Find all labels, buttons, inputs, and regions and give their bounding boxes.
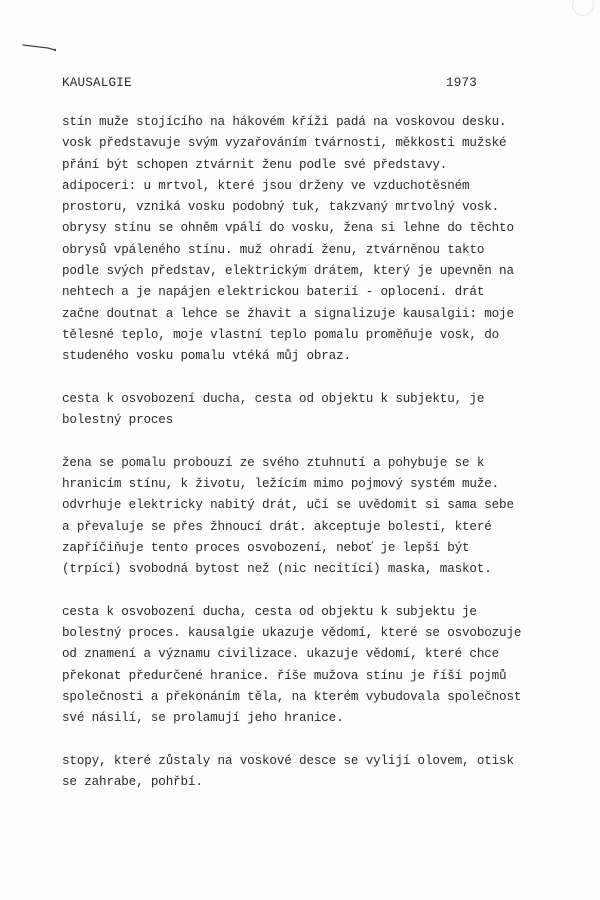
paragraph [62,751,582,794]
page-corner-mark [572,0,594,16]
text-line: tělesné teplo, moje vlastní teplo pomalu proměňuje vosk, do [62,327,500,342]
document-title: KAUSALGIE [62,76,132,90]
text-line: studeného vosku pomalu vtéká můj obraz. [62,349,351,364]
text-line: prostoru, vzniká vosku podobný tuk, takzvaný mrtvolný vosk. [62,200,500,215]
paragraph [62,389,582,432]
text-line: začne doutnat a lehce se žhavit a signalizuje kausalgii: moje [62,306,514,321]
text-line: bolestný proces. kausalgie ukazuje vědomí, které se osvobozuje [62,626,522,641]
text-line: odvrhuje elektricky nabitý drát, učí se uvědomit si sama sebe [62,498,514,513]
text-line: hranicím stínu, k životu, ležícím mimo pojmový systém muže. [62,477,500,492]
text-line: cesta k osvobození ducha, cesta od objektu k subjektu je [62,604,477,619]
text-line: překonat předurčené hranice. říše mužova stínu je říší pojmů [62,668,507,683]
text-line: se zahrabe, pohřbí. [62,775,203,790]
document-year: 1973 [446,76,478,90]
text-line: společnosti a překonáním těla, na kterém vybudovala společnost [62,690,522,705]
text-line: obrysů vpáleného stínu. muž ohradí ženu, ztvárněnou takto [62,242,485,257]
text-line: přání být schopen ztvárnit ženu podle své představy. [62,157,448,172]
text-line: od znamení a významu civilizace. ukazuje vědomí, které chce [62,647,500,662]
text-line: žena se pomalu probouzí ze svého ztuhnutí a pohybuje se k [62,455,485,470]
text-line: obrysy stínu se ohněm vpálí do vosku, žena si lehne do těchto [62,221,514,236]
pen-mark-icon [22,42,56,52]
paragraph [62,602,582,730]
text-line: své násilí, se prolamují jeho hranice. [62,711,344,726]
text-line: cesta k osvobození ducha, cesta od objektu k subjektu, je [62,391,485,406]
text-line: adipoceri: u mrtvol, které jsou drženy ve vzduchotěsném [62,178,470,193]
paragraph [62,453,582,581]
text-line: podle svých představ, elektrickým drátem, který je upevněn na [62,264,514,279]
text-line: nehtech a je napájen elektrickou baterií - oplocení. drát [62,285,485,300]
paragraph [62,112,582,368]
text-line: (trpící) svobodná bytost než (nic necítící) maska, maskot. [62,562,492,577]
text-line: stopy, které zůstaly na voskové desce se vylijí olovem, otisk [62,753,514,768]
text-line: stín muže stojícího na hákovém kříži padá na voskovou desku. [62,115,507,129]
text-line: zapříčiňuje tento proces osvobození, neboť je lepší být [62,540,470,555]
text-line: vosk představuje svým vyzařováním tvárnosti, měkkosti mužské [62,136,507,151]
text-line: a převaluje se přes žhnoucí drát. akceptuje bolesti, které [62,519,492,534]
document-body [62,112,582,815]
text-line: bolestný proces [62,413,174,428]
